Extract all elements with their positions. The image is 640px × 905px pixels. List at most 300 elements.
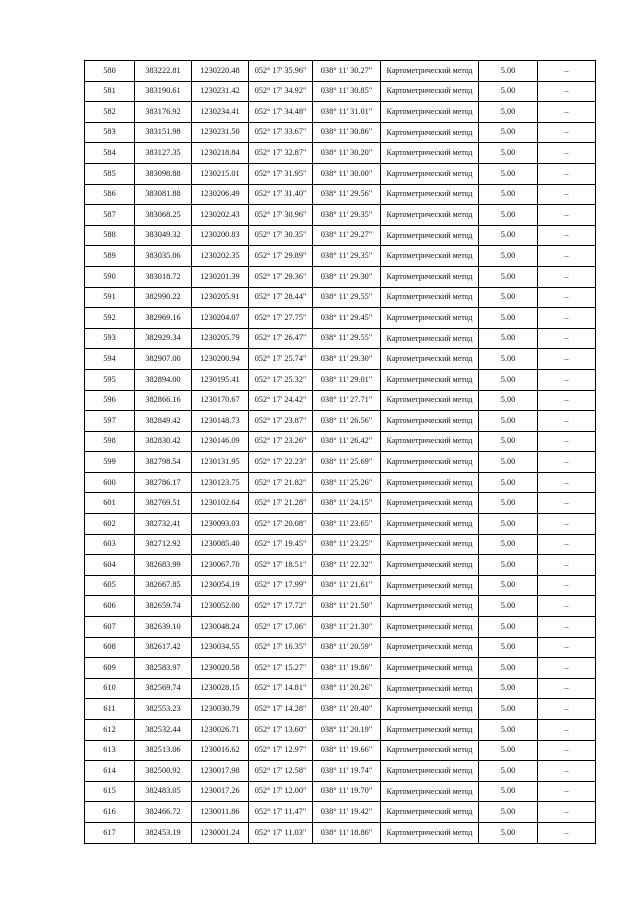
y-coordinate-cell: 1230123.75 <box>192 472 249 493</box>
x-coordinate-cell: 382786.17 <box>135 472 192 493</box>
y-coordinate-cell: 1230011.86 <box>192 802 249 823</box>
longitude-cell: 038° 11' 18.86" <box>313 822 381 843</box>
point-number-cell: 612 <box>85 720 135 741</box>
method-cell: Картометрический метод <box>381 328 479 349</box>
longitude-cell: 038° 11' 30.86" <box>313 122 381 143</box>
accuracy-cell: 5.00 <box>479 328 538 349</box>
method-cell: Картометрический метод <box>381 678 479 699</box>
accuracy-cell: 5.00 <box>479 617 538 638</box>
table-row <box>85 411 596 432</box>
table-row <box>85 678 596 699</box>
y-coordinate-cell: 1230231.50 <box>192 122 249 143</box>
x-coordinate-cell: 383049.32 <box>135 225 192 246</box>
x-coordinate-cell: 382849.42 <box>135 411 192 432</box>
note-cell: – <box>538 102 596 123</box>
y-coordinate-cell: 1230148.73 <box>192 411 249 432</box>
longitude-cell: 038° 11' 19.86" <box>313 658 381 679</box>
accuracy-cell: 5.00 <box>479 493 538 514</box>
accuracy-cell: 5.00 <box>479 308 538 329</box>
table-row <box>85 328 596 349</box>
latitude-cell: 052° 17' 24.42" <box>249 390 313 411</box>
y-coordinate-cell: 1230131.95 <box>192 452 249 473</box>
table-row <box>85 740 596 761</box>
latitude-cell: 052° 17' 13.60" <box>249 720 313 741</box>
latitude-cell: 052° 17' 17.99" <box>249 575 313 596</box>
note-cell: – <box>538 328 596 349</box>
longitude-cell: 038° 11' 23.65" <box>313 514 381 535</box>
x-coordinate-cell: 382639.10 <box>135 617 192 638</box>
table-row <box>85 246 596 267</box>
point-number-cell: 615 <box>85 781 135 802</box>
coordinates-table <box>84 60 596 844</box>
x-coordinate-cell: 382683.99 <box>135 555 192 576</box>
longitude-cell: 038° 11' 29.55" <box>313 328 381 349</box>
longitude-cell: 038° 11' 20.19" <box>313 720 381 741</box>
table-row <box>85 61 596 82</box>
latitude-cell: 052° 17' 17.72" <box>249 596 313 617</box>
point-number-cell: 598 <box>85 431 135 452</box>
y-coordinate-cell: 1230030.79 <box>192 699 249 720</box>
point-number-cell: 587 <box>85 205 135 226</box>
table-row <box>85 349 596 370</box>
accuracy-cell: 5.00 <box>479 225 538 246</box>
longitude-cell: 038° 11' 19.74" <box>313 761 381 782</box>
method-cell: Картометрический метод <box>381 493 479 514</box>
latitude-cell: 052° 17' 31.95" <box>249 163 313 184</box>
method-cell: Картометрический метод <box>381 246 479 267</box>
note-cell: – <box>538 596 596 617</box>
method-cell: Картометрический метод <box>381 534 479 555</box>
point-number-cell: 586 <box>85 184 135 205</box>
y-coordinate-cell: 1230202.43 <box>192 205 249 226</box>
accuracy-cell: 5.00 <box>479 555 538 576</box>
note-cell: – <box>538 617 596 638</box>
y-coordinate-cell: 1230206.49 <box>192 184 249 205</box>
accuracy-cell: 5.00 <box>479 287 538 308</box>
accuracy-cell: 5.00 <box>479 163 538 184</box>
x-coordinate-cell: 382453.19 <box>135 822 192 843</box>
method-cell: Картометрический метод <box>381 781 479 802</box>
method-cell: Картометрический метод <box>381 740 479 761</box>
y-coordinate-cell: 1230102.64 <box>192 493 249 514</box>
longitude-cell: 038° 11' 29.56" <box>313 184 381 205</box>
point-number-cell: 592 <box>85 308 135 329</box>
method-cell: Картометрический метод <box>381 802 479 823</box>
note-cell: – <box>538 658 596 679</box>
x-coordinate-cell: 383176.92 <box>135 102 192 123</box>
table-row <box>85 802 596 823</box>
method-cell: Картометрический метод <box>381 122 479 143</box>
latitude-cell: 052° 17' 26.47" <box>249 328 313 349</box>
note-cell: – <box>538 802 596 823</box>
method-cell: Картометрический метод <box>381 411 479 432</box>
y-coordinate-cell: 1230048.24 <box>192 617 249 638</box>
y-coordinate-cell: 1230202.35 <box>192 246 249 267</box>
y-coordinate-cell: 1230085.40 <box>192 534 249 555</box>
y-coordinate-cell: 1230200.94 <box>192 349 249 370</box>
accuracy-cell: 5.00 <box>479 266 538 287</box>
accuracy-cell: 5.00 <box>479 596 538 617</box>
table-row <box>85 81 596 102</box>
note-cell: – <box>538 411 596 432</box>
accuracy-cell: 5.00 <box>479 143 538 164</box>
accuracy-cell: 5.00 <box>479 390 538 411</box>
method-cell: Картометрический метод <box>381 761 479 782</box>
point-number-cell: 589 <box>85 246 135 267</box>
point-number-cell: 596 <box>85 390 135 411</box>
point-number-cell: 595 <box>85 369 135 390</box>
x-coordinate-cell: 382929.34 <box>135 328 192 349</box>
latitude-cell: 052° 17' 35.96" <box>249 61 313 82</box>
note-cell: – <box>538 555 596 576</box>
longitude-cell: 038° 11' 19.42" <box>313 802 381 823</box>
longitude-cell: 038° 11' 22.32" <box>313 555 381 576</box>
note-cell: – <box>538 637 596 658</box>
table-row <box>85 617 596 638</box>
method-cell: Картометрический метод <box>381 369 479 390</box>
method-cell: Картометрический метод <box>381 720 479 741</box>
note-cell: – <box>538 699 596 720</box>
x-coordinate-cell: 382990.22 <box>135 287 192 308</box>
note-cell: – <box>538 431 596 452</box>
point-number-cell: 617 <box>85 822 135 843</box>
longitude-cell: 038° 11' 31.01" <box>313 102 381 123</box>
longitude-cell: 038° 11' 29.35" <box>313 205 381 226</box>
table-row <box>85 514 596 535</box>
table-row <box>85 555 596 576</box>
longitude-cell: 038° 11' 24.15" <box>313 493 381 514</box>
point-number-cell: 610 <box>85 678 135 699</box>
accuracy-cell: 5.00 <box>479 369 538 390</box>
point-number-cell: 582 <box>85 102 135 123</box>
y-coordinate-cell: 1230218.84 <box>192 143 249 164</box>
point-number-cell: 590 <box>85 266 135 287</box>
note-cell: – <box>538 225 596 246</box>
y-coordinate-cell: 1230026.71 <box>192 720 249 741</box>
method-cell: Картометрический метод <box>381 555 479 576</box>
longitude-cell: 038° 11' 26.42" <box>313 431 381 452</box>
y-coordinate-cell: 1230205.91 <box>192 287 249 308</box>
method-cell: Картометрический метод <box>381 81 479 102</box>
table-row <box>85 596 596 617</box>
y-coordinate-cell: 1230020.58 <box>192 658 249 679</box>
table-body <box>85 61 596 844</box>
latitude-cell: 052° 17' 34.92" <box>249 81 313 102</box>
latitude-cell: 052° 17' 31.40" <box>249 184 313 205</box>
latitude-cell: 052° 17' 12.00" <box>249 781 313 802</box>
x-coordinate-cell: 382659.74 <box>135 596 192 617</box>
longitude-cell: 038° 11' 29.30" <box>313 266 381 287</box>
table-row <box>85 822 596 843</box>
longitude-cell: 038° 11' 30.00" <box>313 163 381 184</box>
longitude-cell: 038° 11' 29.27" <box>313 225 381 246</box>
longitude-cell: 038° 11' 19.70" <box>313 781 381 802</box>
latitude-cell: 052° 17' 15.27" <box>249 658 313 679</box>
x-coordinate-cell: 382483.05 <box>135 781 192 802</box>
latitude-cell: 052° 17' 12.58" <box>249 761 313 782</box>
table-row <box>85 102 596 123</box>
latitude-cell: 052° 17' 19.45" <box>249 534 313 555</box>
accuracy-cell: 5.00 <box>479 205 538 226</box>
point-number-cell: 606 <box>85 596 135 617</box>
method-cell: Картометрический метод <box>381 637 479 658</box>
accuracy-cell: 5.00 <box>479 781 538 802</box>
accuracy-cell: 5.00 <box>479 122 538 143</box>
latitude-cell: 052° 17' 34.48" <box>249 102 313 123</box>
longitude-cell: 038° 11' 27.71" <box>313 390 381 411</box>
note-cell: – <box>538 308 596 329</box>
point-number-cell: 580 <box>85 61 135 82</box>
accuracy-cell: 5.00 <box>479 534 538 555</box>
point-number-cell: 611 <box>85 699 135 720</box>
point-number-cell: 583 <box>85 122 135 143</box>
accuracy-cell: 5.00 <box>479 61 538 82</box>
table-row <box>85 205 596 226</box>
accuracy-cell: 5.00 <box>479 514 538 535</box>
table-row <box>85 122 596 143</box>
latitude-cell: 052° 17' 27.75" <box>249 308 313 329</box>
table-row <box>85 184 596 205</box>
longitude-cell: 038° 11' 29.30" <box>313 349 381 370</box>
note-cell: – <box>538 61 596 82</box>
y-coordinate-cell: 1230017.26 <box>192 781 249 802</box>
y-coordinate-cell: 1230067.70 <box>192 555 249 576</box>
method-cell: Картометрический метод <box>381 596 479 617</box>
table-row <box>85 225 596 246</box>
table-row <box>85 720 596 741</box>
x-coordinate-cell: 382969.16 <box>135 308 192 329</box>
table-row <box>85 658 596 679</box>
method-cell: Картометрический метод <box>381 452 479 473</box>
latitude-cell: 052° 17' 30.35" <box>249 225 313 246</box>
method-cell: Картометрический метод <box>381 184 479 205</box>
x-coordinate-cell: 383127.35 <box>135 143 192 164</box>
longitude-cell: 038° 11' 25.69" <box>313 452 381 473</box>
y-coordinate-cell: 1230234.41 <box>192 102 249 123</box>
table-row <box>85 163 596 184</box>
accuracy-cell: 5.00 <box>479 761 538 782</box>
method-cell: Картометрический метод <box>381 61 479 82</box>
x-coordinate-cell: 383190.61 <box>135 81 192 102</box>
y-coordinate-cell: 1230034.55 <box>192 637 249 658</box>
longitude-cell: 038° 11' 26.56" <box>313 411 381 432</box>
accuracy-cell: 5.00 <box>479 637 538 658</box>
accuracy-cell: 5.00 <box>479 431 538 452</box>
longitude-cell: 038° 11' 21.30" <box>313 617 381 638</box>
x-coordinate-cell: 382712.92 <box>135 534 192 555</box>
longitude-cell: 038° 11' 29.45" <box>313 308 381 329</box>
latitude-cell: 052° 17' 28.44" <box>249 287 313 308</box>
table-row <box>85 781 596 802</box>
latitude-cell: 052° 17' 11.47" <box>249 802 313 823</box>
method-cell: Картометрический метод <box>381 143 479 164</box>
x-coordinate-cell: 382667.85 <box>135 575 192 596</box>
latitude-cell: 052° 17' 20.08" <box>249 514 313 535</box>
accuracy-cell: 5.00 <box>479 678 538 699</box>
latitude-cell: 052° 17' 18.51" <box>249 555 313 576</box>
method-cell: Картометрический метод <box>381 349 479 370</box>
note-cell: – <box>538 163 596 184</box>
x-coordinate-cell: 382732.41 <box>135 514 192 535</box>
note-cell: – <box>538 678 596 699</box>
y-coordinate-cell: 1230016.62 <box>192 740 249 761</box>
note-cell: – <box>538 761 596 782</box>
x-coordinate-cell: 382532.44 <box>135 720 192 741</box>
point-number-cell: 616 <box>85 802 135 823</box>
accuracy-cell: 5.00 <box>479 246 538 267</box>
point-number-cell: 613 <box>85 740 135 761</box>
point-number-cell: 603 <box>85 534 135 555</box>
point-number-cell: 604 <box>85 555 135 576</box>
point-number-cell: 599 <box>85 452 135 473</box>
longitude-cell: 038° 11' 21.50" <box>313 596 381 617</box>
latitude-cell: 052° 17' 22.23" <box>249 452 313 473</box>
accuracy-cell: 5.00 <box>479 575 538 596</box>
note-cell: – <box>538 452 596 473</box>
accuracy-cell: 5.00 <box>479 699 538 720</box>
method-cell: Картометрический метод <box>381 472 479 493</box>
note-cell: – <box>538 740 596 761</box>
note-cell: – <box>538 122 596 143</box>
method-cell: Картометрический метод <box>381 658 479 679</box>
method-cell: Картометрический метод <box>381 163 479 184</box>
point-number-cell: 597 <box>85 411 135 432</box>
x-coordinate-cell: 382798.54 <box>135 452 192 473</box>
x-coordinate-cell: 382466.72 <box>135 802 192 823</box>
latitude-cell: 052° 17' 21.82" <box>249 472 313 493</box>
table-row <box>85 637 596 658</box>
point-number-cell: 585 <box>85 163 135 184</box>
accuracy-cell: 5.00 <box>479 102 538 123</box>
note-cell: – <box>538 81 596 102</box>
latitude-cell: 052° 17' 23.26" <box>249 431 313 452</box>
table-row <box>85 308 596 329</box>
accuracy-cell: 5.00 <box>479 472 538 493</box>
accuracy-cell: 5.00 <box>479 802 538 823</box>
x-coordinate-cell: 382866.16 <box>135 390 192 411</box>
y-coordinate-cell: 1230195.41 <box>192 369 249 390</box>
accuracy-cell: 5.00 <box>479 349 538 370</box>
table-row <box>85 493 596 514</box>
y-coordinate-cell: 1230215.01 <box>192 163 249 184</box>
point-number-cell: 607 <box>85 617 135 638</box>
method-cell: Картометрический метод <box>381 205 479 226</box>
method-cell: Картометрический метод <box>381 102 479 123</box>
latitude-cell: 052° 17' 14.28" <box>249 699 313 720</box>
point-number-cell: 600 <box>85 472 135 493</box>
table-row <box>85 287 596 308</box>
y-coordinate-cell: 1230204.07 <box>192 308 249 329</box>
y-coordinate-cell: 1230205.79 <box>192 328 249 349</box>
x-coordinate-cell: 382907.00 <box>135 349 192 370</box>
note-cell: – <box>538 575 596 596</box>
latitude-cell: 052° 17' 17.06" <box>249 617 313 638</box>
accuracy-cell: 5.00 <box>479 452 538 473</box>
latitude-cell: 052° 17' 12.97" <box>249 740 313 761</box>
x-coordinate-cell: 382553.23 <box>135 699 192 720</box>
x-coordinate-cell: 382569.74 <box>135 678 192 699</box>
y-coordinate-cell: 1230054.19 <box>192 575 249 596</box>
latitude-cell: 052° 17' 25.74" <box>249 349 313 370</box>
method-cell: Картометрический метод <box>381 699 479 720</box>
method-cell: Картометрический метод <box>381 225 479 246</box>
latitude-cell: 052° 17' 14.81" <box>249 678 313 699</box>
note-cell: – <box>538 720 596 741</box>
y-coordinate-cell: 1230146.09 <box>192 431 249 452</box>
x-coordinate-cell: 382894.00 <box>135 369 192 390</box>
longitude-cell: 038° 11' 20.40" <box>313 699 381 720</box>
x-coordinate-cell: 382500.92 <box>135 761 192 782</box>
latitude-cell: 052° 17' 25.32" <box>249 369 313 390</box>
point-number-cell: 591 <box>85 287 135 308</box>
latitude-cell: 052° 17' 33.67" <box>249 122 313 143</box>
latitude-cell: 052° 17' 29.89" <box>249 246 313 267</box>
x-coordinate-cell: 383018.72 <box>135 266 192 287</box>
point-number-cell: 614 <box>85 761 135 782</box>
latitude-cell: 052° 17' 21.28" <box>249 493 313 514</box>
note-cell: – <box>538 781 596 802</box>
longitude-cell: 038° 11' 29.55" <box>313 287 381 308</box>
longitude-cell: 038° 11' 19.66" <box>313 740 381 761</box>
x-coordinate-cell: 383098.88 <box>135 163 192 184</box>
note-cell: – <box>538 143 596 164</box>
method-cell: Картометрический метод <box>381 266 479 287</box>
y-coordinate-cell: 1230200.83 <box>192 225 249 246</box>
table-row <box>85 369 596 390</box>
y-coordinate-cell: 1230231.42 <box>192 81 249 102</box>
point-number-cell: 608 <box>85 637 135 658</box>
point-number-cell: 609 <box>85 658 135 679</box>
x-coordinate-cell: 383068.25 <box>135 205 192 226</box>
point-number-cell: 593 <box>85 328 135 349</box>
note-cell: – <box>538 822 596 843</box>
table-row <box>85 472 596 493</box>
point-number-cell: 602 <box>85 514 135 535</box>
table-row <box>85 431 596 452</box>
table-row <box>85 575 596 596</box>
note-cell: – <box>538 205 596 226</box>
x-coordinate-cell: 383035.06 <box>135 246 192 267</box>
x-coordinate-cell: 383151.98 <box>135 122 192 143</box>
y-coordinate-cell: 1230028.15 <box>192 678 249 699</box>
x-coordinate-cell: 383081.88 <box>135 184 192 205</box>
latitude-cell: 052° 17' 16.35" <box>249 637 313 658</box>
table-row <box>85 266 596 287</box>
method-cell: Картометрический метод <box>381 822 479 843</box>
note-cell: – <box>538 493 596 514</box>
y-coordinate-cell: 1230220.48 <box>192 61 249 82</box>
y-coordinate-cell: 1230093.03 <box>192 514 249 535</box>
table-row <box>85 143 596 164</box>
accuracy-cell: 5.00 <box>479 822 538 843</box>
x-coordinate-cell: 382583.97 <box>135 658 192 679</box>
point-number-cell: 581 <box>85 81 135 102</box>
table-row <box>85 699 596 720</box>
accuracy-cell: 5.00 <box>479 740 538 761</box>
method-cell: Картометрический метод <box>381 287 479 308</box>
latitude-cell: 052° 17' 11.03" <box>249 822 313 843</box>
method-cell: Картометрический метод <box>381 431 479 452</box>
y-coordinate-cell: 1230017.98 <box>192 761 249 782</box>
method-cell: Картометрический метод <box>381 514 479 535</box>
longitude-cell: 038° 11' 25.26" <box>313 472 381 493</box>
note-cell: – <box>538 369 596 390</box>
note-cell: – <box>538 534 596 555</box>
longitude-cell: 038° 11' 30.20" <box>313 143 381 164</box>
note-cell: – <box>538 184 596 205</box>
latitude-cell: 052° 17' 29.36" <box>249 266 313 287</box>
method-cell: Картометрический метод <box>381 617 479 638</box>
